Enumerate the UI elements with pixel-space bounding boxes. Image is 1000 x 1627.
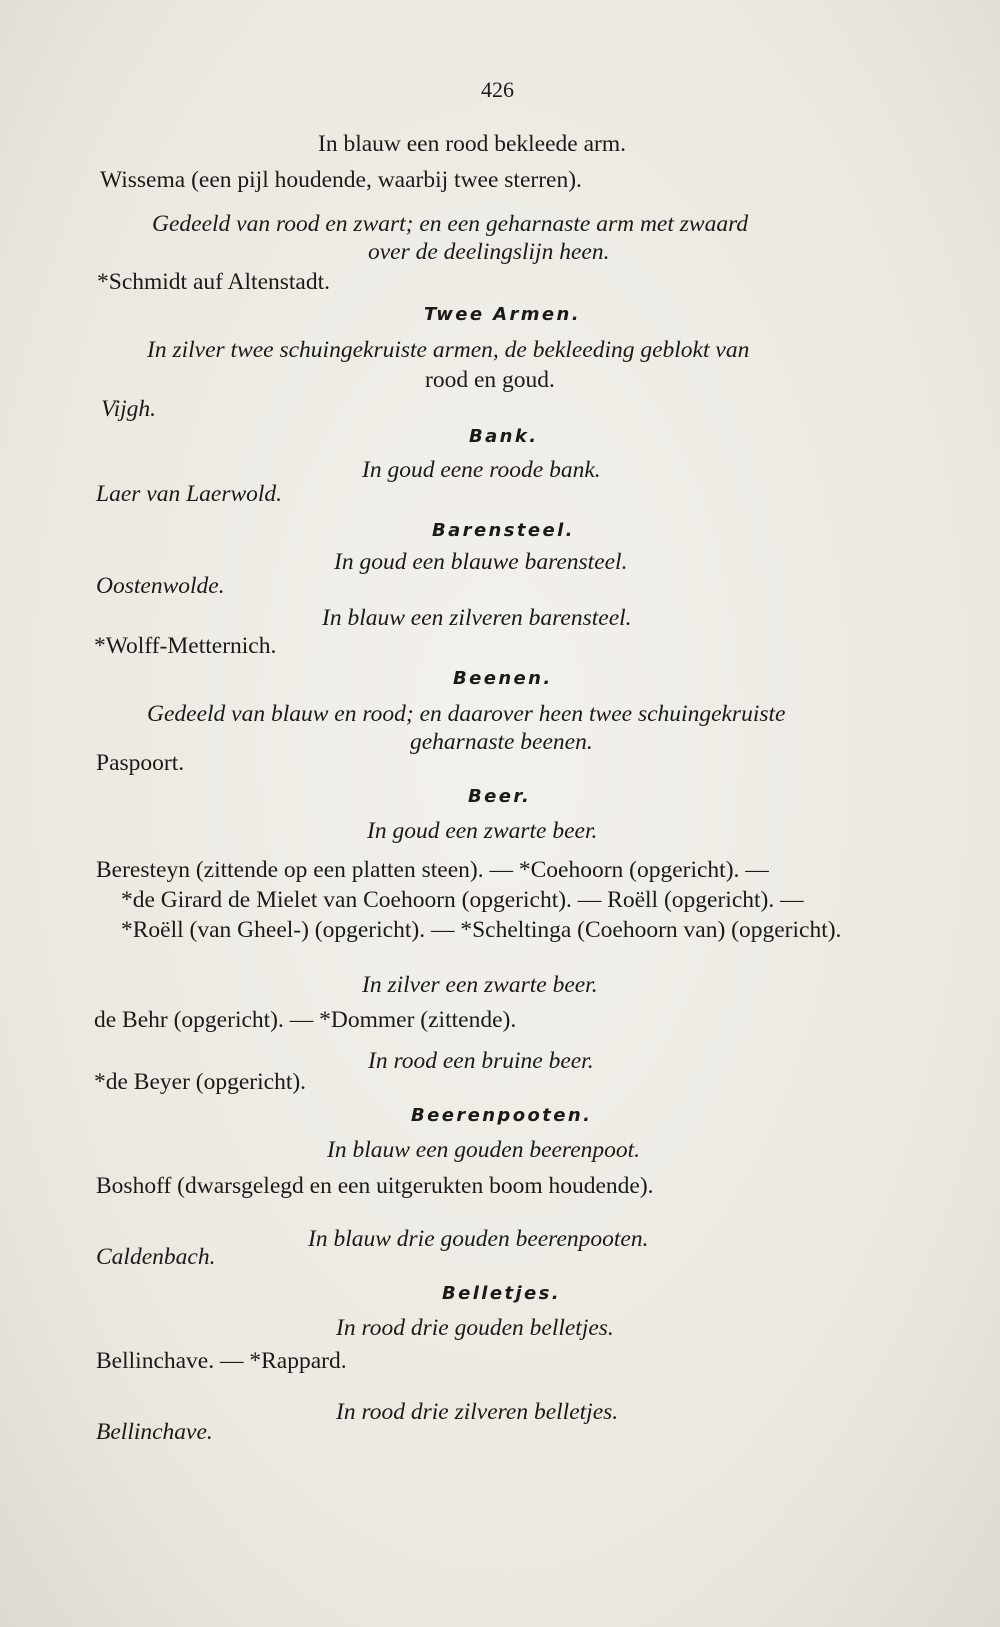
blazon-line: In goud een blauwe barensteel. xyxy=(334,549,628,575)
blazon-line: In blauw een rood bekleede arm. xyxy=(318,131,626,157)
family-line: Laer van Laerwold. xyxy=(96,481,283,507)
blazon-line: In goud een zwarte beer. xyxy=(367,818,598,844)
section-heading: Twee Armen. xyxy=(424,304,581,325)
family-line: Bellinchave. — *Rappard. xyxy=(96,1348,347,1374)
family-line: *Roëll (van Gheel-) (opgericht). — *Scheltinga (Coehoorn van) (opgericht). xyxy=(121,917,842,943)
section-heading: Beenen. xyxy=(453,668,553,689)
family-line: Oostenwolde. xyxy=(96,573,225,599)
blazon-line: geharnaste beenen. xyxy=(410,729,593,755)
blazon-line: Gedeeld van rood en zwart; en een geharnaste arm met zwaard xyxy=(152,211,749,237)
blazon-line: In rood een bruine beer. xyxy=(368,1048,594,1074)
section-heading: Belletjes. xyxy=(442,1283,562,1304)
blazon-line: In zilver een zwarte beer. xyxy=(362,972,598,998)
family-line: Wissema (een pijl houdende, waarbij twee sterren). xyxy=(100,167,582,193)
family-line: *Schmidt auf Altenstadt. xyxy=(97,269,331,295)
blazon-line: In blauw een zilveren barensteel. xyxy=(322,605,632,631)
blazon-line: In goud eene roode bank. xyxy=(362,457,601,483)
family-line: Caldenbach. xyxy=(96,1244,216,1270)
family-line: Vijgh. xyxy=(101,396,157,422)
section-heading: Bank. xyxy=(469,426,539,447)
section-heading: Barensteel. xyxy=(432,520,575,541)
blazon-line: rood en goud. xyxy=(425,367,555,393)
blazon-line: In zilver twee schuingekruiste armen, de bekleeding geblokt van xyxy=(147,337,750,363)
family-line: Beresteyn (zittende op een platten steen). — *Coehoorn (opgericht). — xyxy=(96,857,769,883)
section-heading: Beerenpooten. xyxy=(411,1105,593,1126)
family-line: Paspoort. xyxy=(96,750,185,776)
family-line: Boshoff (dwarsgelegd en een uitgerukten boom houdende). xyxy=(96,1173,654,1199)
blazon-line: In blauw drie gouden beerenpooten. xyxy=(308,1226,649,1252)
page-number: 426 xyxy=(481,77,514,102)
blazon-line: over de deelingslijn heen. xyxy=(368,239,610,265)
blazon-line: In blauw een gouden beerenpoot. xyxy=(327,1137,641,1163)
blazon-line: Gedeeld van blauw en rood; en daarover heen twee schuingekruiste xyxy=(147,701,786,727)
blazon-line: In rood drie gouden belletjes. xyxy=(336,1315,614,1341)
section-heading: Beer. xyxy=(468,786,532,807)
family-line: Bellinchave. xyxy=(96,1419,213,1445)
family-line: *Wolff-Metternich. xyxy=(94,633,277,659)
family-line: de Behr (opgericht). — *Dommer (zittende). xyxy=(94,1007,517,1033)
family-line: *de Beyer (opgericht). xyxy=(94,1069,307,1095)
blazon-line: In rood drie zilveren belletjes. xyxy=(336,1399,619,1425)
family-line: *de Girard de Mielet van Coehoorn (opgericht). — Roëll (opgericht). — xyxy=(121,887,804,913)
